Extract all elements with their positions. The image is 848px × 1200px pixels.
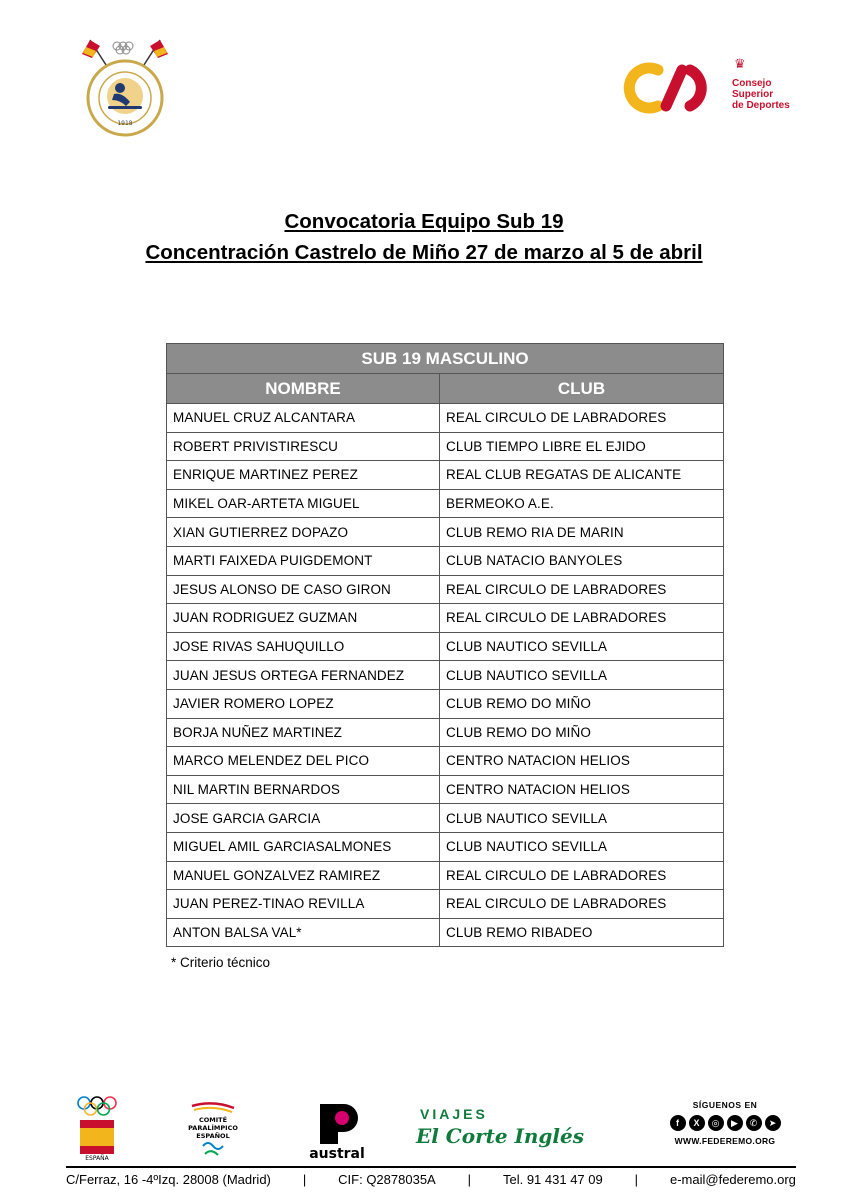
roster-body <box>167 404 724 947</box>
athlete-name-cell: JESUS ALONSO DE CASO GIRON <box>167 575 440 604</box>
table-row <box>167 661 724 690</box>
table-row <box>167 575 724 604</box>
youtube-icon[interactable]: ▶ <box>727 1115 743 1131</box>
table-row <box>167 918 724 947</box>
athlete-name-cell: ENRIQUE MARTINEZ PEREZ <box>167 461 440 490</box>
cpe-line1: COMITÉ <box>198 1116 228 1124</box>
athlete-name-cell: JAVIER ROMERO LOPEZ <box>167 689 440 718</box>
cpe-logo <box>178 1100 248 1162</box>
club-cell: CLUB REMO RIBADEO <box>440 918 724 947</box>
coe-label: ESPAÑA <box>85 1155 109 1162</box>
athlete-name-cell: MIKEL OAR-ARTETA MIGUEL <box>167 489 440 518</box>
club-cell: REAL CIRCULO DE LABRADORES <box>440 890 724 919</box>
footer-separator: | <box>302 1172 307 1187</box>
website-link[interactable]: WWW.FEDEREMO.ORG <box>674 1136 776 1146</box>
club-cell: REAL CIRCULO DE LABRADORES <box>440 861 724 890</box>
club-cell: CLUB NAUTICO SEVILLA <box>440 832 724 861</box>
table-row <box>167 718 724 747</box>
athlete-name-cell: BORJA NUÑEZ MARTINEZ <box>167 718 440 747</box>
club-cell: REAL CIRCULO DE LABRADORES <box>440 575 724 604</box>
club-cell: CLUB REMO RIA DE MARIN <box>440 518 724 547</box>
club-cell: REAL CIRCULO DE LABRADORES <box>440 404 724 433</box>
agitos-icon <box>203 1143 223 1149</box>
whatsapp-icon[interactable]: ✆ <box>746 1115 762 1131</box>
csd-line3: de Deportes <box>732 100 790 111</box>
flag-right-icon <box>142 40 168 68</box>
club-cell: CLUB NAUTICO SEVILLA <box>440 632 724 661</box>
footer-separator: | <box>634 1172 639 1187</box>
table-row <box>167 432 724 461</box>
facebook-icon[interactable]: f <box>670 1115 686 1131</box>
athlete-name-cell: JUAN JESUS ORTEGA FERNANDEZ <box>167 661 440 690</box>
crown-icon: ♛ <box>734 56 746 71</box>
club-cell: CENTRO NATACION HELIOS <box>440 775 724 804</box>
athlete-name-cell: MARTI FAIXEDA PUIGDEMONT <box>167 546 440 575</box>
telegram-icon[interactable]: ➤ <box>765 1115 781 1131</box>
athlete-name-cell: JUAN RODRIGUEZ GUZMAN <box>167 604 440 633</box>
csd-line1: Consejo <box>732 78 772 89</box>
instagram-icon[interactable]: ◎ <box>708 1115 724 1131</box>
table-row <box>167 461 724 490</box>
athlete-name-cell: JOSE RIVAS SAHUQUILLO <box>167 632 440 661</box>
footer-address: C/Ferraz, 16 -4ºIzq. 28008 (Madrid) <box>66 1172 271 1187</box>
athlete-name-cell: XIAN GUTIERREZ DOPAZO <box>167 518 440 547</box>
eci-bottom-text: El Corte Inglés <box>416 1124 584 1148</box>
csd-line2: Superior <box>732 89 774 100</box>
footer-phone: Tel. 91 431 47 09 <box>502 1172 603 1187</box>
table-row <box>167 747 724 776</box>
table-row <box>167 632 724 661</box>
club-cell: CLUB NAUTICO SEVILLA <box>440 661 724 690</box>
cpe-line2: PARALÍMPICO <box>188 1124 238 1132</box>
athlete-name-cell: JOSE GARCIA GARCIA <box>167 804 440 833</box>
athlete-name-cell: JUAN PEREZ-TINAO REVILLA <box>167 890 440 919</box>
logo-year: 1918 <box>117 120 133 127</box>
table-row <box>167 689 724 718</box>
table-section-header: SUB 19 MASCULINO <box>167 344 724 374</box>
table-row <box>167 832 724 861</box>
footer-email[interactable]: e-mail@federemo.org <box>670 1172 796 1187</box>
athlete-name-cell: MANUEL CRUZ ALCANTARA <box>167 404 440 433</box>
club-cell: CLUB REMO DO MIÑO <box>440 689 724 718</box>
athlete-name-cell: MANUEL GONZALVEZ RAMIREZ <box>167 861 440 890</box>
club-cell: CLUB NAUTICO SEVILLA <box>440 804 724 833</box>
footnote: * Criterio técnico <box>171 955 271 970</box>
table-row <box>167 861 724 890</box>
club-cell: CLUB NATACIO BANYOLES <box>440 546 724 575</box>
cpe-line3: ESPAÑOL <box>196 1132 230 1140</box>
table-row <box>167 489 724 518</box>
club-cell: CLUB TIEMPO LIBRE EL EJIDO <box>440 432 724 461</box>
footer-separator: | <box>467 1172 472 1187</box>
footer-contact <box>66 1172 796 1187</box>
athlete-name-cell: MARCO MELENDEZ DEL PICO <box>167 747 440 776</box>
page-title: Convocatoria Equipo Sub 19 <box>284 210 564 233</box>
table-row <box>167 404 724 433</box>
athlete-name-cell: ANTON BALSA VAL* <box>167 918 440 947</box>
table-row <box>167 604 724 633</box>
austral-logo <box>298 1100 376 1162</box>
athlete-name-cell: NIL MARTIN BERNARDOS <box>167 775 440 804</box>
club-cell: BERMEOKO A.E. <box>440 489 724 518</box>
footer-cif: CIF: Q2878035A <box>338 1172 436 1187</box>
table-row <box>167 518 724 547</box>
roster-table <box>166 343 724 947</box>
coe-logo <box>74 1094 120 1162</box>
column-header-club: CLUB <box>440 374 724 404</box>
athlete-name-cell: MIGUEL AMIL GARCIASALMONES <box>167 832 440 861</box>
club-cell: CENTRO NATACION HELIOS <box>440 747 724 776</box>
table-row <box>167 890 724 919</box>
club-cell: REAL CIRCULO DE LABRADORES <box>440 604 724 633</box>
column-header-nombre: NOMBRE <box>167 374 440 404</box>
flag-left-icon <box>82 40 108 68</box>
athlete-name-cell: ROBERT PRIVISTIRESCU <box>167 432 440 461</box>
x-icon[interactable]: X <box>689 1115 705 1131</box>
table-row <box>167 775 724 804</box>
club-cell: CLUB REMO DO MIÑO <box>440 718 724 747</box>
csd-logo <box>622 48 812 128</box>
footer-divider <box>66 1166 796 1168</box>
austral-text: austral <box>309 1146 365 1162</box>
social-block <box>650 1100 800 1162</box>
el-corte-ingles-logo <box>416 1106 584 1158</box>
table-row <box>167 804 724 833</box>
eci-top-text: VIAJES <box>420 1106 488 1122</box>
club-cell: REAL CLUB REGATAS DE ALICANTE <box>440 461 724 490</box>
page-subtitle: Concentración Castrelo de Miño 27 de marzo al 5 de abril <box>145 241 703 264</box>
federation-logo <box>78 36 172 140</box>
social-label: SÍGUENOS EN <box>692 1100 758 1110</box>
table-row <box>167 546 724 575</box>
